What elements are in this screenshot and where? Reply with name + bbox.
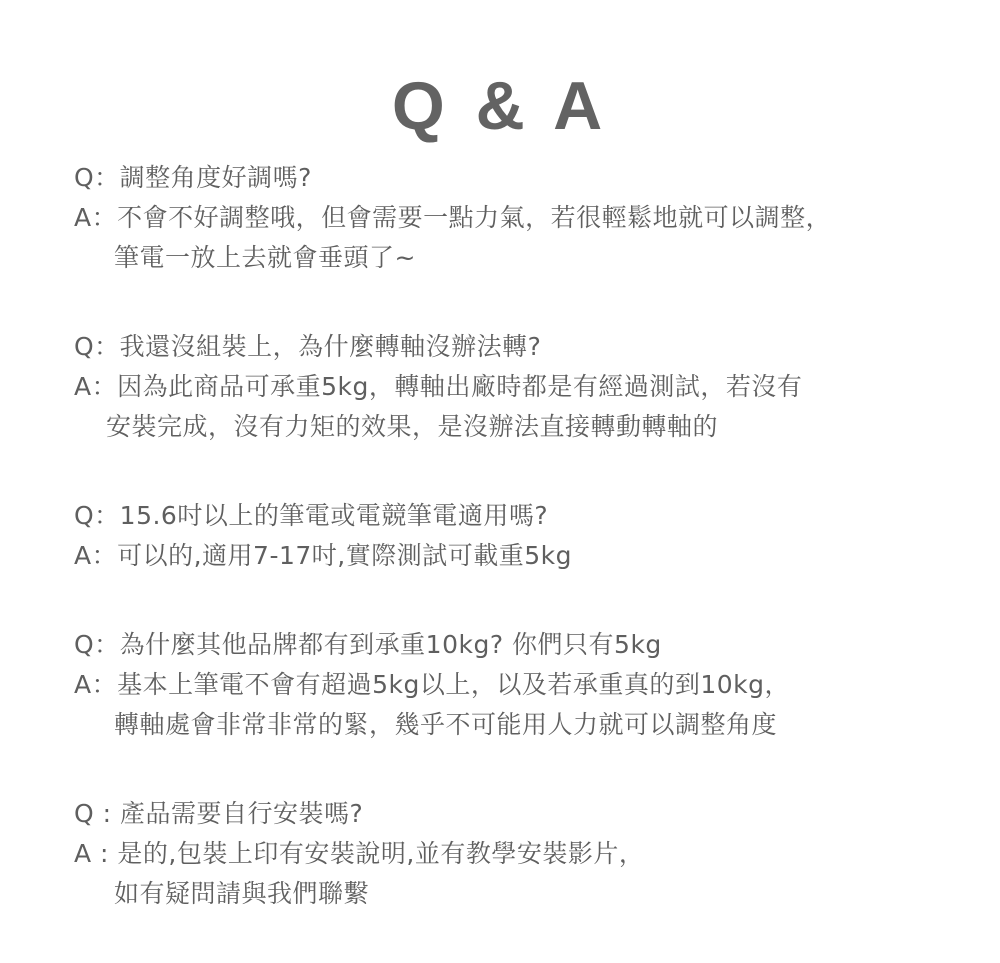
qa-item	[74, 327, 974, 447]
question-text: Q : 產品需要自行安裝嗎?	[74, 799, 364, 828]
answer-text: A：可以的,適用7-17吋,實際測試可載重5kg	[74, 541, 572, 570]
qa-item	[74, 496, 974, 576]
answer-text: A : 是的,包裝上印有安裝說明,並有教學安裝影片，	[74, 839, 645, 868]
qa-item	[74, 158, 974, 278]
answer-text-continued: 如有疑問請與我們聯繫	[114, 879, 370, 908]
answer-text-continued: 轉軸處會非常非常的緊，幾乎不可能用人力就可以調整角度	[114, 710, 778, 739]
answer-text: A：基本上筆電不會有超過5kg以上，以及若承重真的到10kg，	[74, 670, 791, 699]
qa-item	[74, 794, 974, 914]
page-title: Q & A	[391, 68, 609, 144]
answer-text: A：不會不好調整哦，但會需要一點力氣，若很輕鬆地就可以調整，	[74, 203, 832, 232]
question-text: Q：為什麼其他品牌都有到承重10kg? 你們只有5kg	[74, 630, 662, 659]
question-text: Q：15.6吋以上的筆電或電競筆電適用嗎?	[74, 501, 549, 530]
answer-text-continued: 筆電一放上去就會垂頭了~	[114, 243, 416, 272]
answer-text: A：因為此商品可承重5kg，轉軸出廠時都是有經過測試，若沒有	[74, 372, 803, 401]
question-text: Q：調整角度好調嗎?	[74, 163, 312, 192]
question-text: Q：我還沒組裝上，為什麼轉軸沒辦法轉?	[74, 332, 542, 361]
answer-text-continued: 安裝完成，沒有力矩的效果，是沒辦法直接轉動轉軸的	[106, 412, 719, 441]
qa-item	[74, 625, 974, 745]
qa-list	[74, 158, 974, 963]
